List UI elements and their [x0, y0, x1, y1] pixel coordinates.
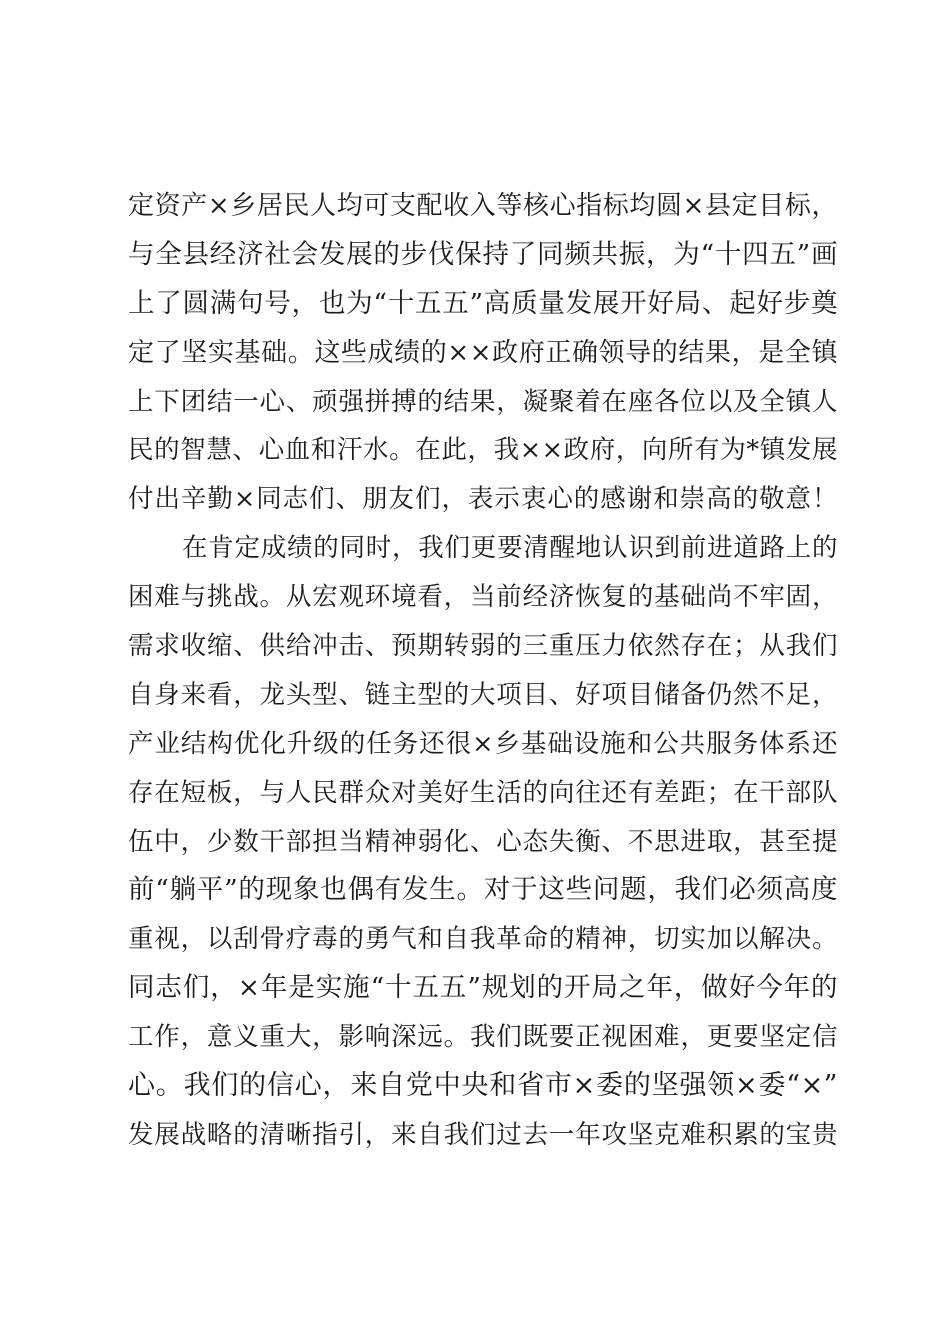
text-line: 自身来看，龙头型、链主型的大项目、好项目储备仍然不足， [128, 679, 838, 710]
text-line: 需求收缩、供给冲击、预期转弱的三重压力依然存在；从我们 [128, 631, 838, 662]
text-line: 存在短板，与人民群众对美好生活的向往还有差距；在干部队 [128, 777, 838, 808]
text-line: 产业结构优化升级的任务还很×乡基础设施和公共服务体系还 [128, 728, 838, 759]
text-line: 上下团结一心、顽强拼搏的结果，凝聚着在座各位以及全镇人 [128, 386, 838, 417]
text-line: 上了圆满句号，也为“十五五”高质量发展开好局、起好步奠 [128, 287, 838, 319]
text-line: 定了坚实基础。这些成绩的××政府正确领导的结果，是全镇 [128, 337, 838, 368]
text-line: 付出辛勤×同志们、朋友们，表示衷心的感谢和崇高的敬意！ [128, 484, 838, 515]
text-line: 工作，意义重大，影响深远。我们既要正视困难，更要坚定信 [128, 1022, 838, 1053]
text-line: 发展战略的清晰指引，来自我们过去一年攻坚克难积累的宝贵 [128, 1119, 838, 1150]
text-line: 困难与挑战。从宏观环境看，当前经济恢复的基础尚不牢固， [128, 582, 838, 613]
text-line: 伍中，少数干部担当精神弱化、心态失衡、不思进取，甚至提 [128, 826, 838, 857]
text-line: 定资产×乡居民人均可支配收入等核心指标均圆×县定目标， [128, 191, 838, 221]
text-line: 民的智慧、心血和汗水。在此，我××政府，向所有为*镇发展 [128, 435, 838, 466]
text-line: 心。我们的信心，来自党中央和省市×委的坚强领×委“×” [128, 1070, 838, 1102]
body-text [128, 182, 838, 1160]
text-line: 同志们，×年是实施“十五五”规划的开局之年，做好今年的 [128, 972, 838, 1004]
text-line: 重视，以刮骨疗毒的勇气和自我革命的精神，切实加以解决。 [128, 924, 838, 955]
text-line: 与全县经济社会发展的步伐保持了同频共振，为“十四五”画 [128, 238, 838, 270]
paragraph-first-line: 在肯定成绩的同时，我们更要清醒地认识到前进道路上的 [182, 533, 838, 564]
text-line: 前“躺平”的现象也偶有发生。对于这些问题，我们必须高度 [128, 874, 838, 906]
